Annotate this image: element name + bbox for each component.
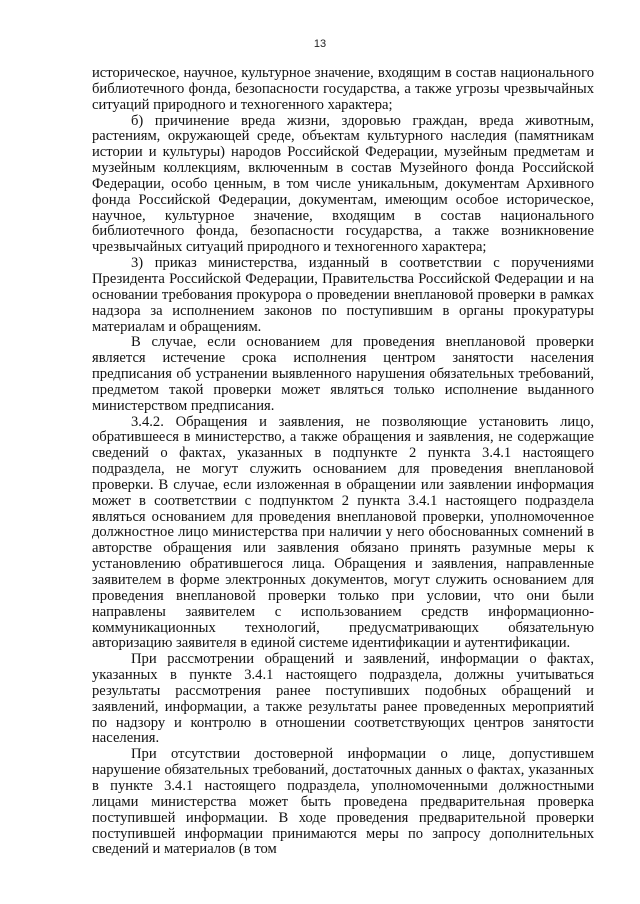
document-body [92,66,594,858]
paragraph-3-4-2: 3.4.2. Обращения и заявления, не позволяющие установить лицо, обратившееся в министерство, а также обращения и заявления, не содержащие сведений о фактах, указанных в подпункте 2 пункта 3.4.1 настоящего подраздела, не могут служить основанием для проведения внеплановой проверки. В случае, если изложенная в обращении или заявлении информация может в соответствии с подпунктом 2 пункта 3.4.1 настоящего подраздела являться основанием для проведения внеплановой проверки, уполномоченное должностное лицо министерства при наличии у него обоснованных сомнений в авторстве обращения или заявления обязано принять разумные меры к установлению обратившегося лица. Обращения и заявления, направленные заявителем в форме электронных документов, могут служить основанием для проведения внеплановой проверки только при условии, что они были направлены заявителем с использованием средств информационно-коммуникационных технологий, предусматривающих обязательную авторизацию заявителя в единой системе идентификации и аутентификации. [92,413,594,652]
paragraph-continuation: историческое, научное, культурное значение, входящим в состав национального библиотечного фонда, безопасности государства, а также угрозы чрезвычайных ситуаций природного и техногенного характера; [92,65,594,113]
paragraph-item-3: 3) приказ министерства, изданный в соответствии с поручениями Президента Российской Федерации, Правительства Российской Федерации и на основании требования прокурора о проведении внеплановой проверки в рамках надзора за исполнением законов по поступившим в органы прокуратуры материалам и обращениям. [92,255,594,335]
paragraph-consideration: При рассмотрении обращений и заявлений, информации о фактах, указанных в пункте 3.4.1 настоящего подраздела, должны учитываться результаты рассмотрения ранее поступивших подобных обращений и заявлений, информации, а также результаты ранее проведенных мероприятий по надзору и контролю в отношении соответствующих центров занятости населения. [92,651,594,747]
paragraph-unscheduled-inspection: В случае, если основанием для проведения внеплановой проверки является истечение срока исполнения центром занятости населения предписания об устранении выявленного нарушения обязательных требований, предметом такой проверки может являться только исполнение выданного министерством предписания. [92,334,594,414]
paragraph-preliminary-check: При отсутствии достоверной информации о лице, допустившем нарушение обязательных требований, достаточных данных о фактах, указанных в пункте 3.4.1 настоящего подраздела, уполномоченными должностными лицами министерства может быть проведена предварительная проверка поступившей информации. В ходе проведения предварительной проверки поступившей информации принимаются меры по запросу дополнительных сведений и материалов (в том [92,746,594,858]
paragraph-item-b: б) причинение вреда жизни, здоровью граждан, вреда животным, растениям, окружающей среде, объектам культурного наследия (памятникам истории и культуры) народов Российской Федерации, музейным предметам и музейным коллекциям, включенным в состав Музейного фонда Российской Федерации, особо ценным, в том числе уникальным, документам Архивного фонда Российской Федерации, документам, имеющим особое историческое, научное, культурное значение, входящим в состав национального библиотечного фонда, безопасности государства, а также возникновение чрезвычайных ситуаций природного и техногенного характера; [92,112,594,256]
page-number: 13 [313,38,327,50]
